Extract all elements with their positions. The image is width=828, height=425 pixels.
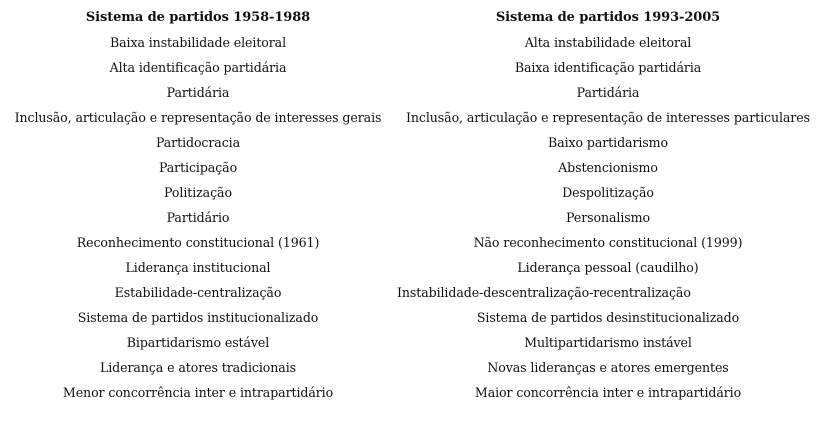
cell-right: Inclusão, articulação e representação de interesses particulares — [406, 110, 810, 125]
cell-right: Novas lideranças e atores emergentes — [487, 360, 729, 375]
table-row — [0, 255, 828, 280]
cell-left: Participação — [158, 160, 238, 175]
cell-right: Instabilidade-descentralização-recentralização — [397, 285, 691, 300]
cell-right: Maior concorrência inter e intrapartidário — [474, 385, 742, 400]
cell-right: Sistema de partidos desinstitucionalizado — [476, 310, 740, 325]
table-row — [0, 180, 828, 205]
table-row — [0, 330, 828, 355]
cell-left: Liderança e atores tradicionais — [99, 360, 296, 375]
cell-left: Baixa instabilidade eleitoral — [109, 35, 287, 50]
cell-right: Partidária — [576, 85, 640, 100]
cell-left: Menor concorrência inter e intrapartidário — [62, 385, 334, 400]
table-row — [0, 105, 828, 130]
cell-right: Baixo partidarismo — [548, 135, 668, 150]
cell-right: Abstencionismo — [558, 160, 658, 175]
table-row — [0, 355, 828, 380]
cell-left: Bipartidarismo estável — [126, 335, 270, 350]
cell-left: Alta identificação partidária — [109, 60, 287, 75]
comparison-table — [0, 5, 828, 405]
cell-left: Liderança institucional — [125, 260, 271, 275]
cell-right: Baixa identificação partidária — [514, 60, 702, 75]
cell-right: Liderança pessoal (caudilho) — [517, 260, 699, 275]
cell-left: Politização — [164, 185, 232, 200]
cell-right: Despolitização — [562, 185, 654, 200]
header-period-1993-2005: Sistema de partidos 1993-2005 — [495, 10, 721, 25]
table-row — [0, 280, 828, 305]
cell-left: Inclusão, articulação e representação de interesses gerais — [14, 110, 382, 125]
table-row — [0, 380, 828, 405]
cell-right: Não reconhecimento constitucional (1999) — [473, 235, 743, 250]
table-row — [0, 305, 828, 330]
cell-left: Reconhecimento constitucional (1961) — [76, 235, 320, 250]
cell-left: Sistema de partidos institucionalizado — [77, 310, 319, 325]
cell-left: Partidocracia — [155, 135, 241, 150]
table-row — [0, 30, 828, 55]
table-header-row — [0, 5, 828, 30]
cell-left: Partidária — [166, 85, 230, 100]
table-row — [0, 130, 828, 155]
header-period-1958-1988: Sistema de partidos 1958-1988 — [85, 10, 311, 25]
table-row — [0, 55, 828, 80]
cell-left: Estabilidade-centralização — [114, 285, 282, 300]
cell-right: Alta instabilidade eleitoral — [524, 35, 692, 50]
cell-left: Partidário — [166, 210, 230, 225]
table-row — [0, 155, 828, 180]
cell-right: Multipartidarismo instável — [524, 335, 692, 350]
table-row — [0, 205, 828, 230]
cell-right: Personalismo — [566, 210, 650, 225]
table-row — [0, 230, 828, 255]
table-row — [0, 80, 828, 105]
